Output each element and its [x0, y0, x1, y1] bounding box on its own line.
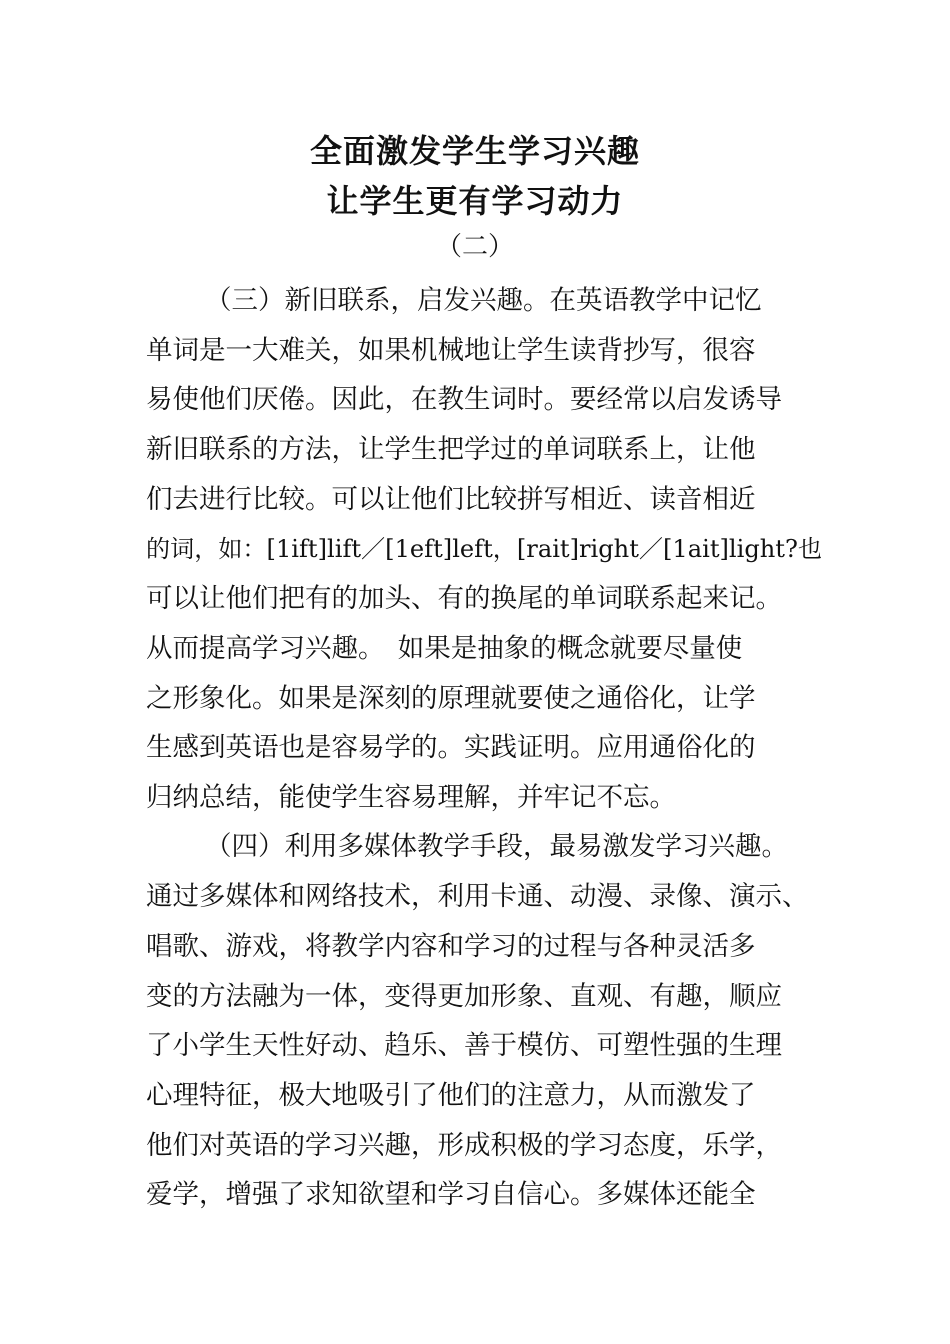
- paragraph-4-line-7: 他们对英语的学习兴趣，形成积极的学习态度，乐学，: [146, 1130, 782, 1161]
- paragraph-3-line-7: 可以让他们把有的加头、有的换尾的单词联系起来记。: [146, 583, 782, 614]
- paragraph-4-line-2: 通过多媒体和网络技术，利用卡通、动漫、录像、演示、: [146, 881, 809, 912]
- paragraph-3-line-9: 之形象化。如果是深刻的原理就要使之通俗化，让学: [146, 683, 756, 714]
- paragraph-3-line-6: 的词，如：[1ift]lift／[1eft]left，[rait]right／[1ait]light?也: [146, 535, 823, 563]
- document-title-line-1: 全面激发学生学习兴趣: [309, 132, 640, 170]
- paragraph-3-line-1: （三）新旧联系，启发兴趣。在英语教学中记忆: [205, 285, 762, 316]
- paragraph-4-line-6: 心理特征，极大地吸引了他们的注意力，从而激发了: [146, 1080, 756, 1111]
- paragraph-4-line-5: 了小学生天性好动、趋乐、善于模仿、可塑性强的生理: [146, 1030, 782, 1061]
- paragraph-3-line-3: 易使他们厌倦。因此，在教生词时。要经常以启发诱导: [146, 384, 782, 415]
- paragraph-4-line-8: 爱学，增强了求知欲望和学习自信心。多媒体还能全: [146, 1179, 756, 1210]
- document-subtitle: （二）: [435, 232, 514, 262]
- paragraph-3-line-5: 们去进行比较。可以让他们比较拼写相近、读音相近: [146, 484, 756, 515]
- paragraph-4-line-4: 变的方法融为一体，变得更加形象、直观、有趣，顺应: [146, 981, 782, 1012]
- paragraph-3-line-4: 新旧联系的方法，让学生把学过的单词联系上，让他: [146, 434, 756, 465]
- paragraph-3-line-10: 生感到英语也是容易学的。实践证明。应用通俗化的: [146, 732, 756, 763]
- paragraph-4-line-1: （四）利用多媒体教学手段，最易激发学习兴趣。: [205, 831, 788, 862]
- paragraph-3-line-8: 从而提高学习兴趣。 如果是抽象的概念就要尽量使: [146, 633, 743, 664]
- paragraph-3-line-11: 归纳总结，能使学生容易理解，并牢记不忘。: [146, 782, 676, 813]
- document-title-line-2: 让学生更有学习动力: [326, 182, 624, 220]
- paragraph-4-line-3: 唱歌、游戏，将教学内容和学习的过程与各种灵活多: [146, 931, 756, 962]
- paragraph-3-line-2: 单词是一大难关，如果机械地让学生读背抄写，很容: [146, 335, 756, 366]
